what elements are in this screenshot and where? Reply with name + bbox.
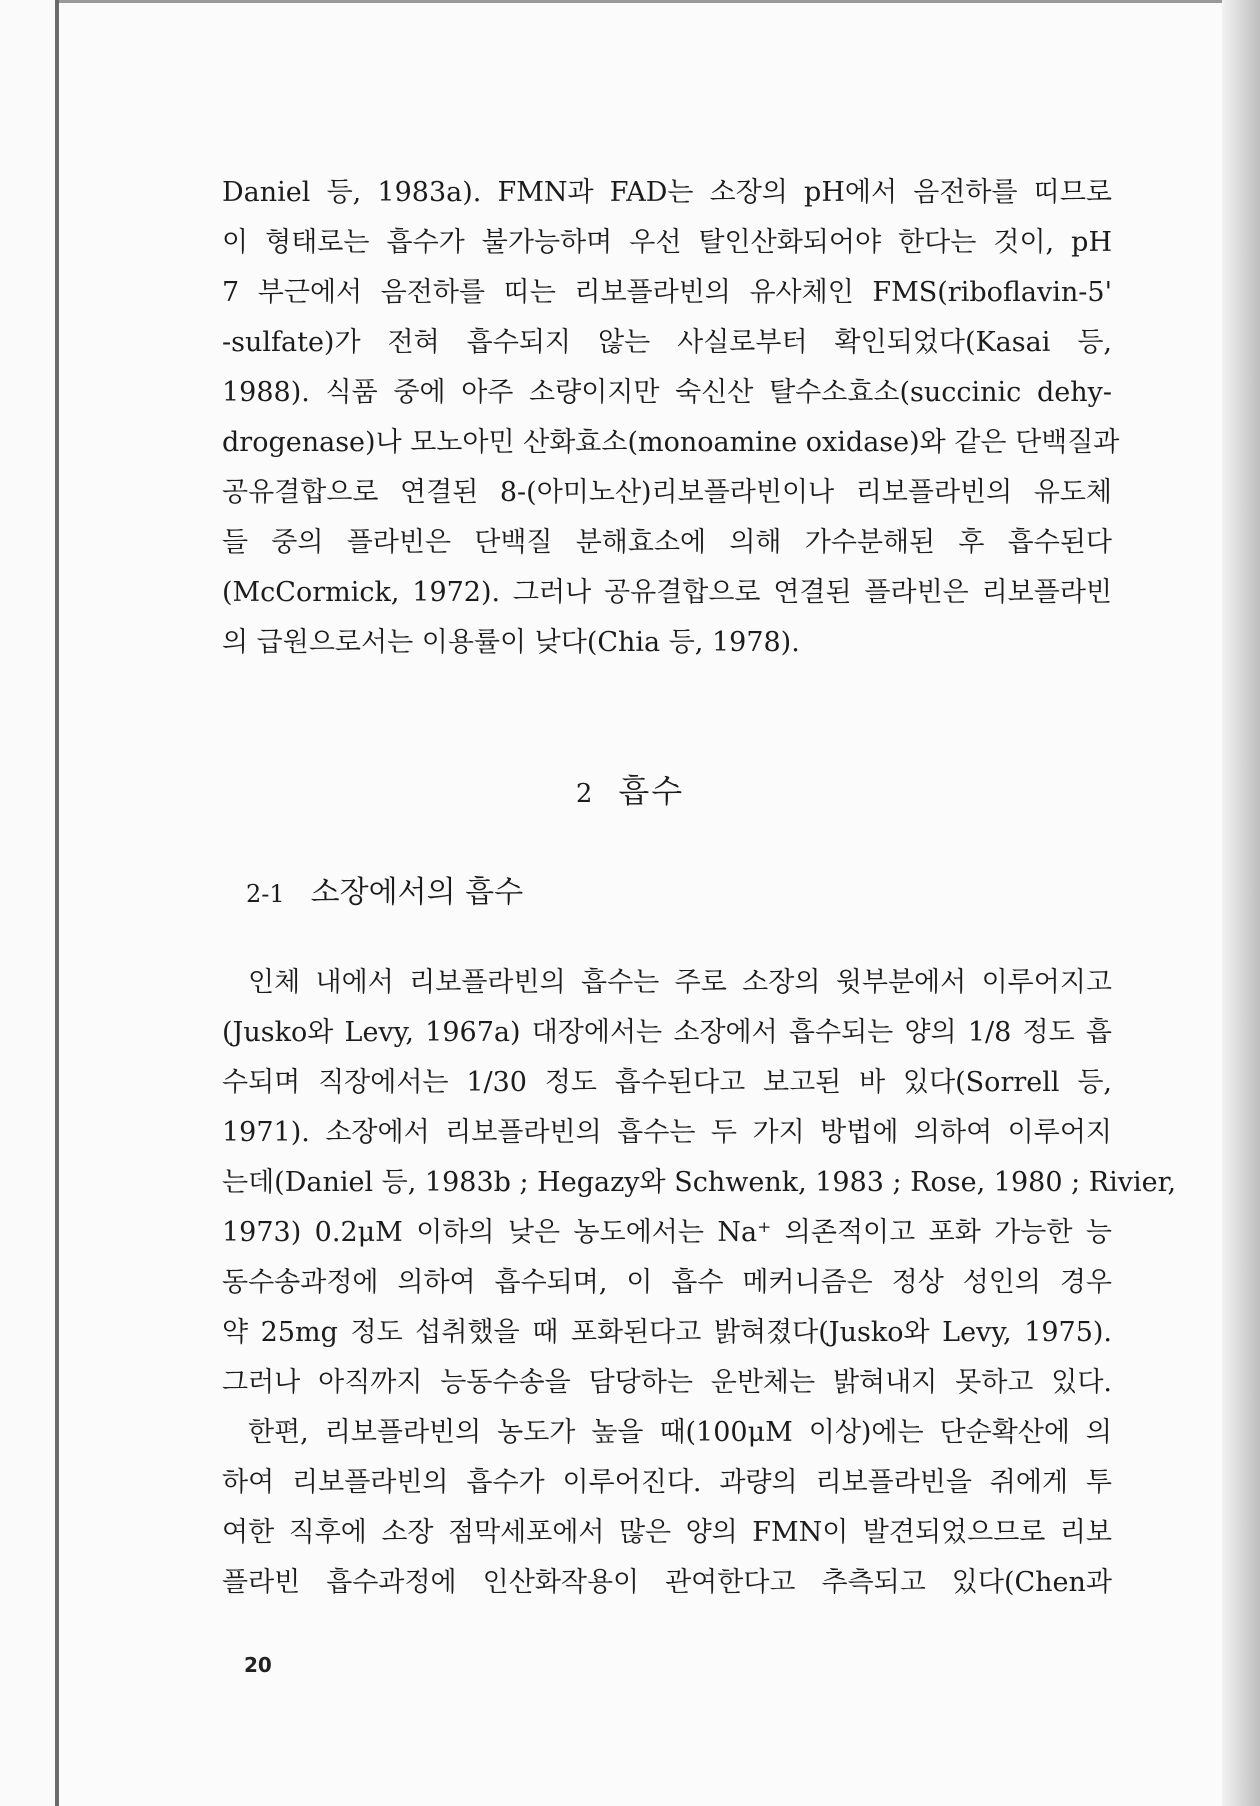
paragraph-2-line: 1973) 0.2μM 이하의 낮은 농도에서는 Na⁺ 의존적이고 포화 가능한 능 xyxy=(222,1217,1112,1248)
paragraph-2-line: 약 25mg 정도 섭취했을 때 포화된다고 밝혀졌다(Jusko와 Levy, 1975). xyxy=(222,1317,1112,1348)
page-edge-shadow xyxy=(1222,0,1260,1806)
paragraph-2-line: 동수송과정에 의하여 흡수되며, 이 흡수 메커니즘은 정상 성인의 경우 xyxy=(222,1267,1112,1298)
paragraph-1-line: 공유결합으로 연결된 8-(아미노산)리보플라빈이나 리보플라빈의 유도체 xyxy=(222,477,1112,508)
paragraph-3-line: 하여 리보플라빈의 흡수가 이루어진다. 과량의 리보플라빈을 쥐에게 투 xyxy=(222,1467,1112,1498)
paragraph-2-line: (Jusko와 Levy, 1967a) 대장에서는 소장에서 흡수되는 양의 1/8 정도 흡 xyxy=(222,1017,1112,1048)
section-title: 흡수 xyxy=(618,772,685,810)
paragraph-3-line: 한편, 리보플라빈의 농도가 높을 때(100μM 이상)에는 단순확산에 의 xyxy=(248,1417,1112,1448)
paragraph-1-line: 1988). 식품 중에 아주 소량이지만 숙신산 탈수소효소(succinic dehy- xyxy=(222,377,1112,408)
paragraph-2-line: 1971). 소장에서 리보플라빈의 흡수는 두 가지 방법에 의하여 이루어지 xyxy=(222,1117,1112,1148)
paragraph-1-line: 7 부근에서 음전하를 띠는 리보플라빈의 유사체인 FMS(riboflavin-5' xyxy=(222,277,1112,308)
page-number: 20 xyxy=(244,1653,272,1677)
paragraph-1-line: 의 급원으로서는 이용률이 낮다(Chia 등, 1978). xyxy=(222,627,800,658)
paragraph-2-line: 는데(Daniel 등, 1983b ; Hegazy와 Schwenk, 1983 ; Rose, 1980 ; Rivier, xyxy=(222,1167,1177,1198)
page-left-edge xyxy=(55,0,59,1806)
paragraph-3-line: 여한 직후에 소장 점막세포에서 많은 양의 FMN이 발견되었으므로 리보 xyxy=(222,1517,1112,1548)
paragraph-2-line: 그러나 아직까지 능동수송을 담당하는 운반체는 밝혀내지 못하고 있다. xyxy=(222,1367,1112,1398)
paragraph-3-line: 플라빈 흡수과정에 인산화작용이 관여한다고 추측되고 있다(Chen과 xyxy=(222,1567,1112,1598)
subsection-heading xyxy=(246,867,523,911)
page-top-edge xyxy=(55,0,1235,3)
paragraph-1-line: 이 형태로는 흡수가 불가능하며 우선 탈인산화되어야 한다는 것이, pH xyxy=(222,227,1112,258)
subsection-title: 소장에서의 흡수 xyxy=(310,875,524,910)
paragraph-1-line: drogenase)나 모노아민 산화효소(monoamine oxidase)와 같은 단백질과 xyxy=(222,427,1120,458)
paragraph-1-line: Daniel 등, 1983a). FMN과 FAD는 소장의 pH에서 음전하를 띠므로 xyxy=(222,177,1112,208)
paragraph-2-line: 수되며 직장에서는 1/30 정도 흡수된다고 보고된 바 있다(Sorrell 등, xyxy=(222,1067,1112,1098)
paragraph-1-line: (McCormick, 1972). 그러나 공유결합으로 연결된 플라빈은 리보플라빈 xyxy=(222,577,1112,608)
section-number: 2 xyxy=(575,779,595,809)
paragraph-2-line: 인체 내에서 리보플라빈의 흡수는 주로 소장의 윗부분에서 이루어지고 xyxy=(248,967,1112,998)
paragraph-1-line: 들 중의 플라빈은 단백질 분해효소에 의해 가수분해된 후 흡수된다 xyxy=(222,527,1112,558)
subsection-number: 2-1 xyxy=(246,880,285,908)
section-heading xyxy=(0,766,1260,812)
paragraph-1-line: -sulfate)가 전혀 흡수되지 않는 사실로부터 확인되었다(Kasai 등, xyxy=(222,327,1112,358)
